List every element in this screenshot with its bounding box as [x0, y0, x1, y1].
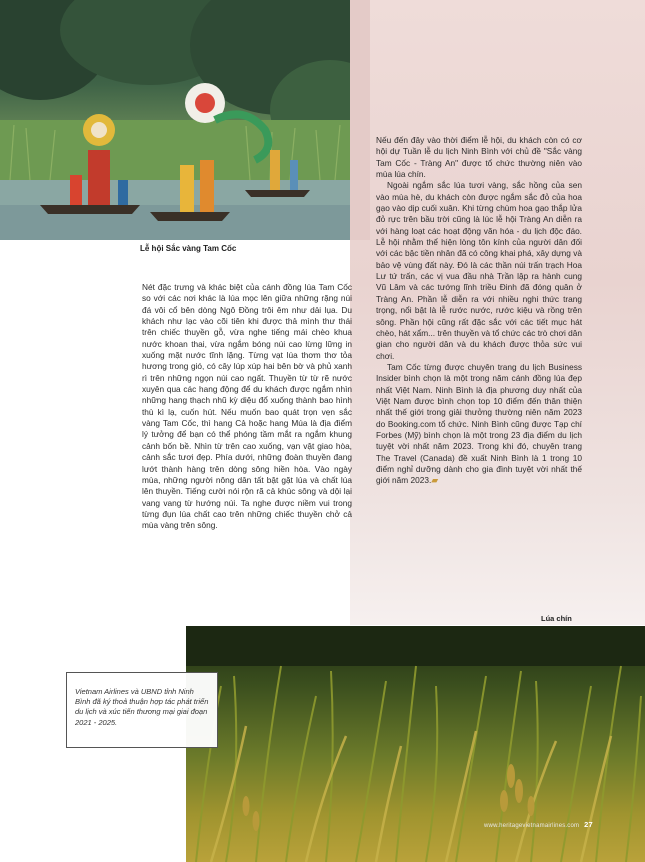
page-footer: [484, 820, 593, 829]
festival-photo-illustration: [0, 0, 350, 240]
end-mark-icon: ▰: [431, 475, 439, 486]
festival-photo: [0, 0, 350, 240]
footer-url[interactable]: www.heritagevietnamairlines.com: [484, 823, 580, 829]
page-number: 27: [584, 820, 593, 829]
article-column-right: [376, 135, 582, 487]
rice-caption: Lúa chín: [541, 614, 572, 623]
note-box: [66, 672, 218, 748]
background-strip: [350, 0, 370, 240]
article-column-left: [142, 282, 352, 532]
festival-caption: Lễ hội Sắc vàng Tam Cốc: [140, 244, 237, 253]
paragraph: Nét đặc trưng và khác biệt của cánh đồng lúa Tam Cốc so với các nơi khác là lúa mọc lên giữa những rặng núi đá vôi cổ bên dòng Ngô Đồng trôi êm như dải lụa. Du khách như lạc vào cõi tiên khi được thả mình thư thái trên chiếc thuyền gỗ, vừa nghe tiếng mái chèo khua nước khoan thai, vừa ngắm bóng núi cao lừng lững in xuống mặt nước tĩnh lặng. Từng vạt lúa thơm thơ tỏa hương trong gió, có cây lúp xúp hai bên bờ và phủ xanh rì trên những ngọn núi cao ngất. Thuyền từ từ rẽ nước xuyên qua các hang động để du khách được ngắm nhìn những hang thạch nhũ kỳ diệu đổ xuống thành bao hình thù kì lạ, cuốn hút. Nếu muốn bao quát trọn vẹn sắc vàng Tam Cốc, thì hang Cả hoặc hang Múa là địa điểm lý tưởng để bạn có thể phóng tầm mắt ra ngắm khung cảnh bốn bề. Nhìn từ trên cao xuống, vạn vật giao hòa, cảnh sắc tươi đẹp. Phía dưới, những đoàn thuyền đang lướt thành hàng trên dòng sông hiền hòa. Vào ngày mùa, những người nông dân tất bật gặt lúa và chất lúa lên thuyền. Tiếng cười nói rộn rã cả khúc sông và dội lại vang vang từ hướng núi. Ta nghe được niềm vui trong từng đụn lúa chất cao trên những chiếc thuyền chở cả mùa vàng trên sông.: [142, 282, 352, 531]
note-text: Vietnam Airlines và UBND tỉnh Ninh Bình đã ký thoả thuận hợp tác phát triển du lịch và xúc tiến thương mại giai đoạn 2021 - 2025.: [75, 687, 209, 727]
paragraph: Nếu đến đây vào thời điểm lễ hội, du khách còn có cơ hội dự Tuần lễ du lịch Ninh Bình với chủ đề "Sắc vàng Tam Cốc - Tràng An" được tổ chức thường niên vào mùa lúa chín.: [376, 135, 582, 180]
paragraph-final: Tam Cốc từng được chuyên trang du lịch Business Insider bình chọn là một trong năm cánh đồng lúa đẹp nhất Việt Nam. Ninh Bình là địa phương duy nhất của Việt Nam được bình chọn top 10 điểm đến thân thiện nhất thế giới trong giải thưởng thường niên năm 2023 do Booking.com tổ chức. Ninh Bình cũng được Tạp chí Forbes (Mỹ) bình chọn là một trong 23 địa điểm du lịch tuyệt vời nhất năm 2023. Trong khi đó, chuyên trang The Travel (Canada) đề xuất Ninh Bình là 1 trong 10 điểm nghỉ dưỡng dành cho gia đình tuyệt vời nhất thế giới năm 2023.▰: [376, 361, 582, 486]
paragraph: Ngoài ngắm sắc lúa tươi vàng, sắc hồng của sen vào mùa hè, du khách còn được ngắm sắc đỏ của hoa gạo vào dịp cuối xuân. Khi từng chùm hoa gạo thắp lửa đỏ rực trên bầu trời cũng là lúc lễ hội Tràng An diễn ra với hàng loạt các hoạt động văn hóa - du lịch độc đáo. Lễ hội nhằm thể hiện lòng tôn kính của người dân đối với các bậc tiền nhân đã có công khai phá, xây dựng và bảo vệ vùng đất này. Đó là các thần núi trấn trạch Hoa Lư tứ trấn, các vị vua đầu nhà Trần lập ra hành cung Vũ Lâm và các tướng lĩnh triều Đinh đã đóng quân ở Tràng An. Phần lễ diễn ra với nhiều nghi thức trang trọng, nổi bật là lễ rước nước, rước kiệu và rồng trên sông. Phần hội cũng rất đặc sắc với các tiết mục hát chèo, hát xẩm... trên thuyền và tổ chức các trò chơi dân gian cho người dân và du khách được thỏa sức vui chơi.: [376, 180, 582, 361]
